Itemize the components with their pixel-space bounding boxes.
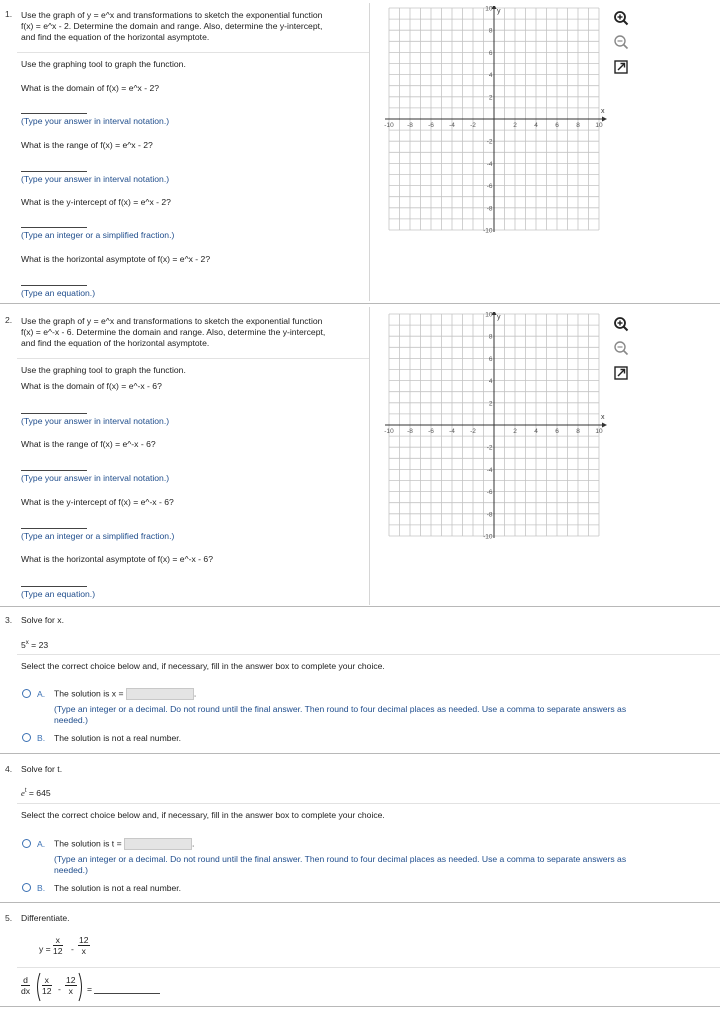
zoom-out-icon[interactable] [612,33,630,51]
option-a-hint: (Type an integer or a decimal. Do not round until the final answer. Then round to four decimal places as needed. Use a comma to separate answers as needed.) [54,704,627,725]
domain-question: What is the domain of f(x) = e^x - 2? [21,83,160,93]
divider [17,654,720,655]
yint-hint: (Type an integer or a simplified fraction.) [21,531,175,541]
question-number: 1. [5,9,13,19]
x-tick-label: 6 [555,122,559,129]
y-tick-label: -4 [486,466,493,474]
domain-answer-input[interactable] [21,113,87,114]
x-tick-label: -10 [384,428,394,435]
y-tick-label: -2 [486,444,493,452]
x-tick-label: 8 [576,428,580,435]
expand-icon[interactable] [612,364,630,382]
question-number: 3. [5,615,13,625]
option-a-hint: (Type an integer or a decimal. Do not round until the final answer. Then round to four decimal places as needed. Use a comma to separate answers as needed.) [54,854,627,875]
range-question: What is the range of f(x) = e^x - 2? [21,140,153,150]
range-answer-input[interactable] [21,171,87,172]
y-tick-label: 8 [488,27,493,35]
y-tick-label: 2 [488,94,493,102]
asymptote-answer-input[interactable] [21,285,87,286]
x-tick-label: -6 [428,122,434,129]
minus-sign: - [58,984,61,994]
graphing-tool-canvas[interactable] [379,6,609,236]
x-tick-label: -2 [470,428,476,435]
minus-sign: - [71,944,74,954]
yint-answer-input[interactable] [21,227,87,228]
yint-answer-input[interactable] [21,528,87,529]
instruction: Use the graphing tool to graph the function. [21,59,186,69]
y-tick-label: -4 [486,160,493,168]
range-hint: (Type your answer in interval notation.) [21,473,170,483]
x-tick-label: 2 [513,122,517,129]
y-tick-label: -8 [486,511,493,519]
option-a-label: The solution is x = . [54,688,197,699]
derivative-operator: $\frac{d}{dx}$ [21,975,31,996]
question-separator [0,303,720,304]
answer-box[interactable] [124,838,192,850]
domain-answer-input[interactable] [21,413,87,414]
x-axis-label: x [601,414,605,421]
yint-hint: (Type an integer or a simplified fraction.) [21,230,175,240]
x-tick-label: -2 [470,122,476,129]
asymptote-hint: (Type an equation.) [21,288,96,298]
option-b-label: The solution is not a real number. [54,733,182,743]
y-tick-label: -8 [486,205,493,213]
domain-hint: (Type your answer in interval notation.) [21,416,170,426]
y-tick-label: 10 [485,312,493,319]
x-axis-arrow [602,117,607,122]
question-prompt: Solve for x. [21,615,64,625]
x-axis-arrow [602,423,607,428]
x-tick-label: 6 [555,428,559,435]
instruction: Select the correct choice below and, if necessary, fill in the answer box to complete your choice. [21,810,385,820]
x-tick-label: 4 [534,428,538,435]
asymptote-question: What is the horizontal asymptote of f(x) = e^x - 2? [21,254,211,264]
y-tick-label: -6 [486,183,493,191]
x-tick-label: 8 [576,122,580,129]
option-a-letter: A. [37,689,46,699]
y-tick-label: 4 [488,378,493,386]
left-paren [34,972,41,1002]
question-separator [0,1006,720,1007]
derivative-answer-input[interactable] [94,993,160,994]
question-number: 2. [5,315,13,325]
option-b-letter: B. [37,883,46,893]
graphing-tool-canvas[interactable] [379,312,609,542]
y-tick-label: 8 [488,333,493,341]
fraction-12-over-x: $\frac{12}{x}$ [66,975,76,996]
question-prompt: Solve for t. [21,764,63,774]
answer-box[interactable] [126,688,194,700]
right-paren [78,972,85,1002]
x-tick-label: -10 [384,122,394,129]
question-prompt: Differentiate. [21,913,70,923]
instruction: Use the graphing tool to graph the function. [21,365,186,375]
x-tick-label: -6 [428,428,434,435]
x-tick-label: 10 [595,122,603,129]
column-divider [369,3,370,301]
option-a-letter: A. [37,839,46,849]
y-axis-label: y [497,8,501,15]
expand-icon[interactable] [612,58,630,76]
range-question: What is the range of f(x) = e^-x - 6? [21,439,156,449]
zoom-in-icon[interactable] [612,9,630,27]
y-tick-label: -10 [483,533,493,541]
zoom-in-icon[interactable] [612,315,630,333]
option-a-label: The solution is t = . [54,838,195,849]
divider [17,52,369,53]
y-tick-label: 10 [485,6,493,13]
y-tick-label: 6 [488,49,493,57]
range-hint: (Type your answer in interval notation.) [21,174,170,184]
asymptote-hint: (Type an equation.) [21,589,96,599]
option-b-radio[interactable] [22,733,31,742]
equation: $e^t = 645$ [21,787,51,798]
x-tick-label: -8 [407,122,413,129]
fraction-x-over-12: $\frac{x}{12}$ [53,935,63,956]
y-axis-label: y [497,314,501,321]
y-tick-label: -10 [483,227,493,235]
asymptote-answer-input[interactable] [21,586,87,587]
yint-question: What is the y-intercept of f(x) = e^-x - 6? [21,497,174,507]
question-prompt: Use the graph of y = e^x and transformations to sketch the exponential function f(x) = e^-x - 6. Determine the domain and range. Also, determine the y-intercept, and find the equation of the horizontal asymptote. [21,316,326,348]
equals-sign: = [87,984,93,994]
x-tick-label: 4 [534,122,538,129]
option-a-radio[interactable] [22,839,31,848]
option-b-label: The solution is not a real number. [54,883,182,893]
option-b-radio[interactable] [22,883,31,892]
x-axis-label: x [601,108,605,115]
divider [17,803,720,804]
fraction-12-over-x: $\frac{12}{x}$ [79,935,89,956]
y-tick-label: -2 [486,138,493,146]
x-tick-label: -4 [449,122,455,129]
question-separator [0,606,720,607]
question-separator [0,753,720,754]
x-tick-label: -8 [407,428,413,435]
y-tick-label: 6 [488,355,493,363]
range-answer-input[interactable] [21,470,87,471]
question-separator [0,902,720,903]
question-prompt: Use the graph of y = e^x and transformations to sketch the exponential function f(x) = e^x - 2. Determine the domain and range. Also, determine the y-intercept, and find the equation of the horizontal asymptote. [21,10,323,42]
x-tick-label: 2 [513,428,517,435]
divider [17,967,720,968]
instruction: Select the correct choice below and, if necessary, fill in the answer box to complete your choice. [21,661,385,671]
question-number: 4. [5,764,13,774]
column-divider [369,307,370,605]
x-tick-label: -4 [449,428,455,435]
y-tick-label: 2 [488,400,493,408]
zoom-out-icon[interactable] [612,339,630,357]
y-tick-label: 4 [488,72,493,80]
fraction-x-over-12: $\frac{x}{12}$ [42,975,52,996]
question-number: 5. [5,913,13,923]
domain-hint: (Type your answer in interval notation.) [21,116,170,126]
equation: $5^x = 23$ [21,639,49,650]
y-tick-label: -6 [486,489,493,497]
option-a-radio[interactable] [22,689,31,698]
divider [17,358,369,359]
yint-question: What is the y-intercept of f(x) = e^x - 2? [21,197,171,207]
domain-question: What is the domain of f(x) = e^-x - 6? [21,381,162,391]
x-tick-label: 10 [595,428,603,435]
function-y-equals: y = [39,944,51,954]
asymptote-question: What is the horizontal asymptote of f(x) = e^-x - 6? [21,554,213,564]
option-b-letter: B. [37,733,46,743]
